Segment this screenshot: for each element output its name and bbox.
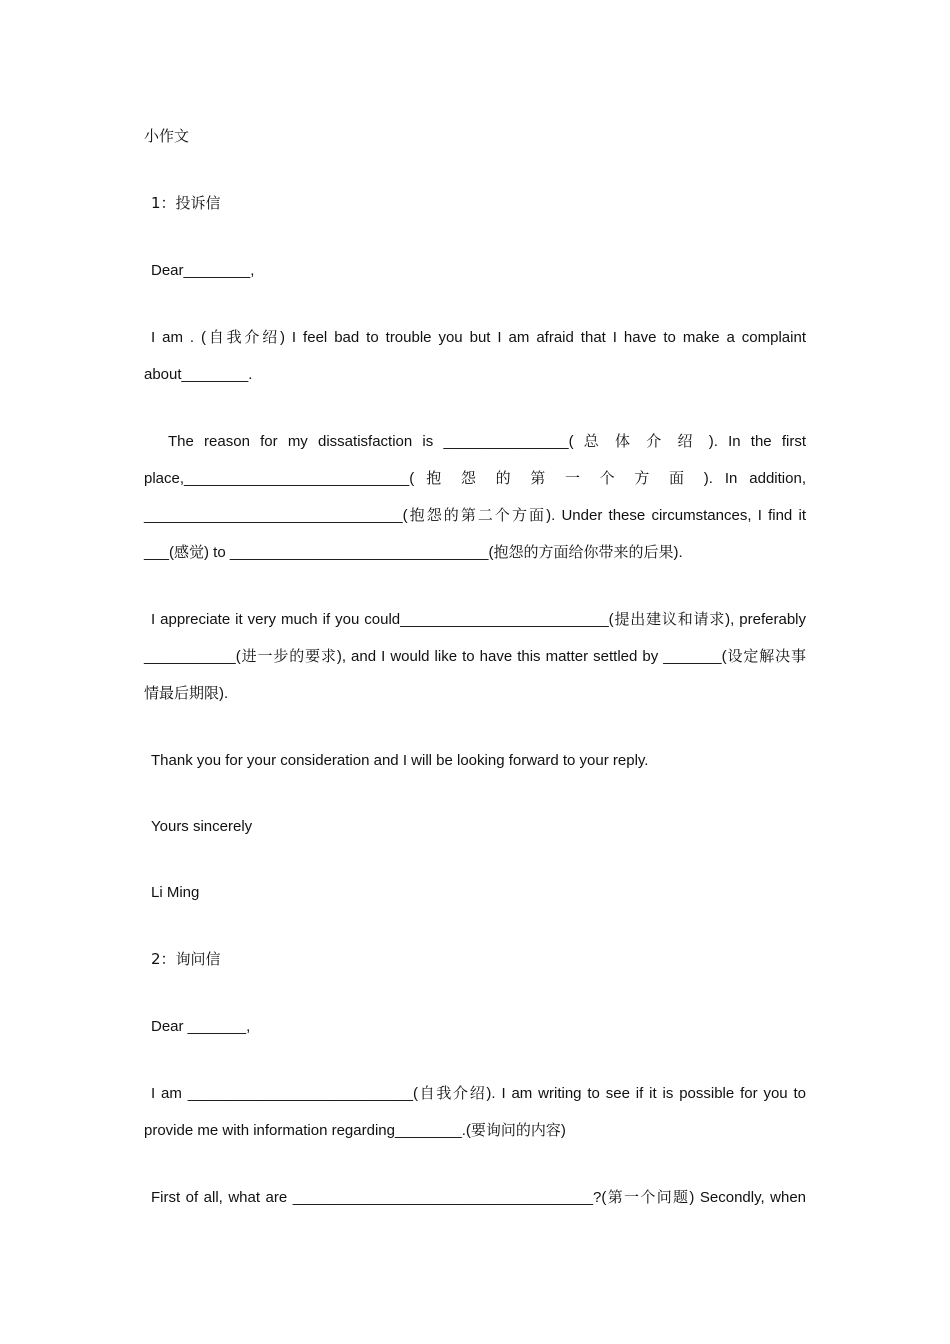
salutation: Dear________,	[151, 262, 255, 279]
paragraph	[144, 601, 806, 712]
salutation: Dear _______,	[151, 1018, 251, 1035]
paragraph-line: ___________(进一步的要求), and I would like to have this matter settled by _______(设定解决事	[144, 648, 806, 665]
paragraph-line: I am . (自我介绍) I feel bad to trouble you but I am afraid that I have to make a complaint	[151, 329, 806, 346]
paragraph-line: I appreciate it very much if you could_________________________(提出建议和请求), preferably	[151, 611, 806, 628]
document-body	[144, 118, 806, 1216]
paragraph-line: about________.	[144, 366, 253, 383]
paragraph-line: I am ___________________________(自我介绍). I am writing to see if it is possible for you to	[151, 1085, 806, 1102]
paragraph-line: place,___________________________( 抱 怨 的 第 一 个 方 面 ). In addition,	[144, 470, 806, 487]
paragraph-line: provide me with information regarding________.(要询问的内容)	[144, 1122, 566, 1139]
paragraph-line: _______________________________(抱怨的第二个方面). Under these circumstances, I find it	[144, 507, 806, 524]
paragraph	[144, 1179, 806, 1216]
closing: Yours sincerely	[151, 818, 253, 835]
signature: Li Ming	[151, 884, 200, 901]
paragraph	[144, 1075, 806, 1149]
section-heading-inquiry: 2：询问信	[151, 950, 221, 968]
section-heading-complaint: 1：投诉信	[151, 194, 221, 212]
paragraph-line: First of all, what are ____________________________________?(第一个问题) Secondly, when	[151, 1189, 806, 1206]
paragraph-line: ___(感觉) to _______________________________(抱怨的方面给你带来的后果).	[144, 544, 683, 561]
document-title: 小作文	[144, 127, 190, 145]
paragraph	[144, 423, 806, 571]
paragraph-line: The reason for my dissatisfaction is _______________( 总 体 介 绍 ). In the first	[168, 433, 806, 450]
paragraph	[144, 319, 806, 393]
paragraph-line: 情最后期限).	[144, 685, 229, 702]
paragraph-line: Thank you for your consideration and I will be looking forward to your reply.	[151, 752, 649, 769]
